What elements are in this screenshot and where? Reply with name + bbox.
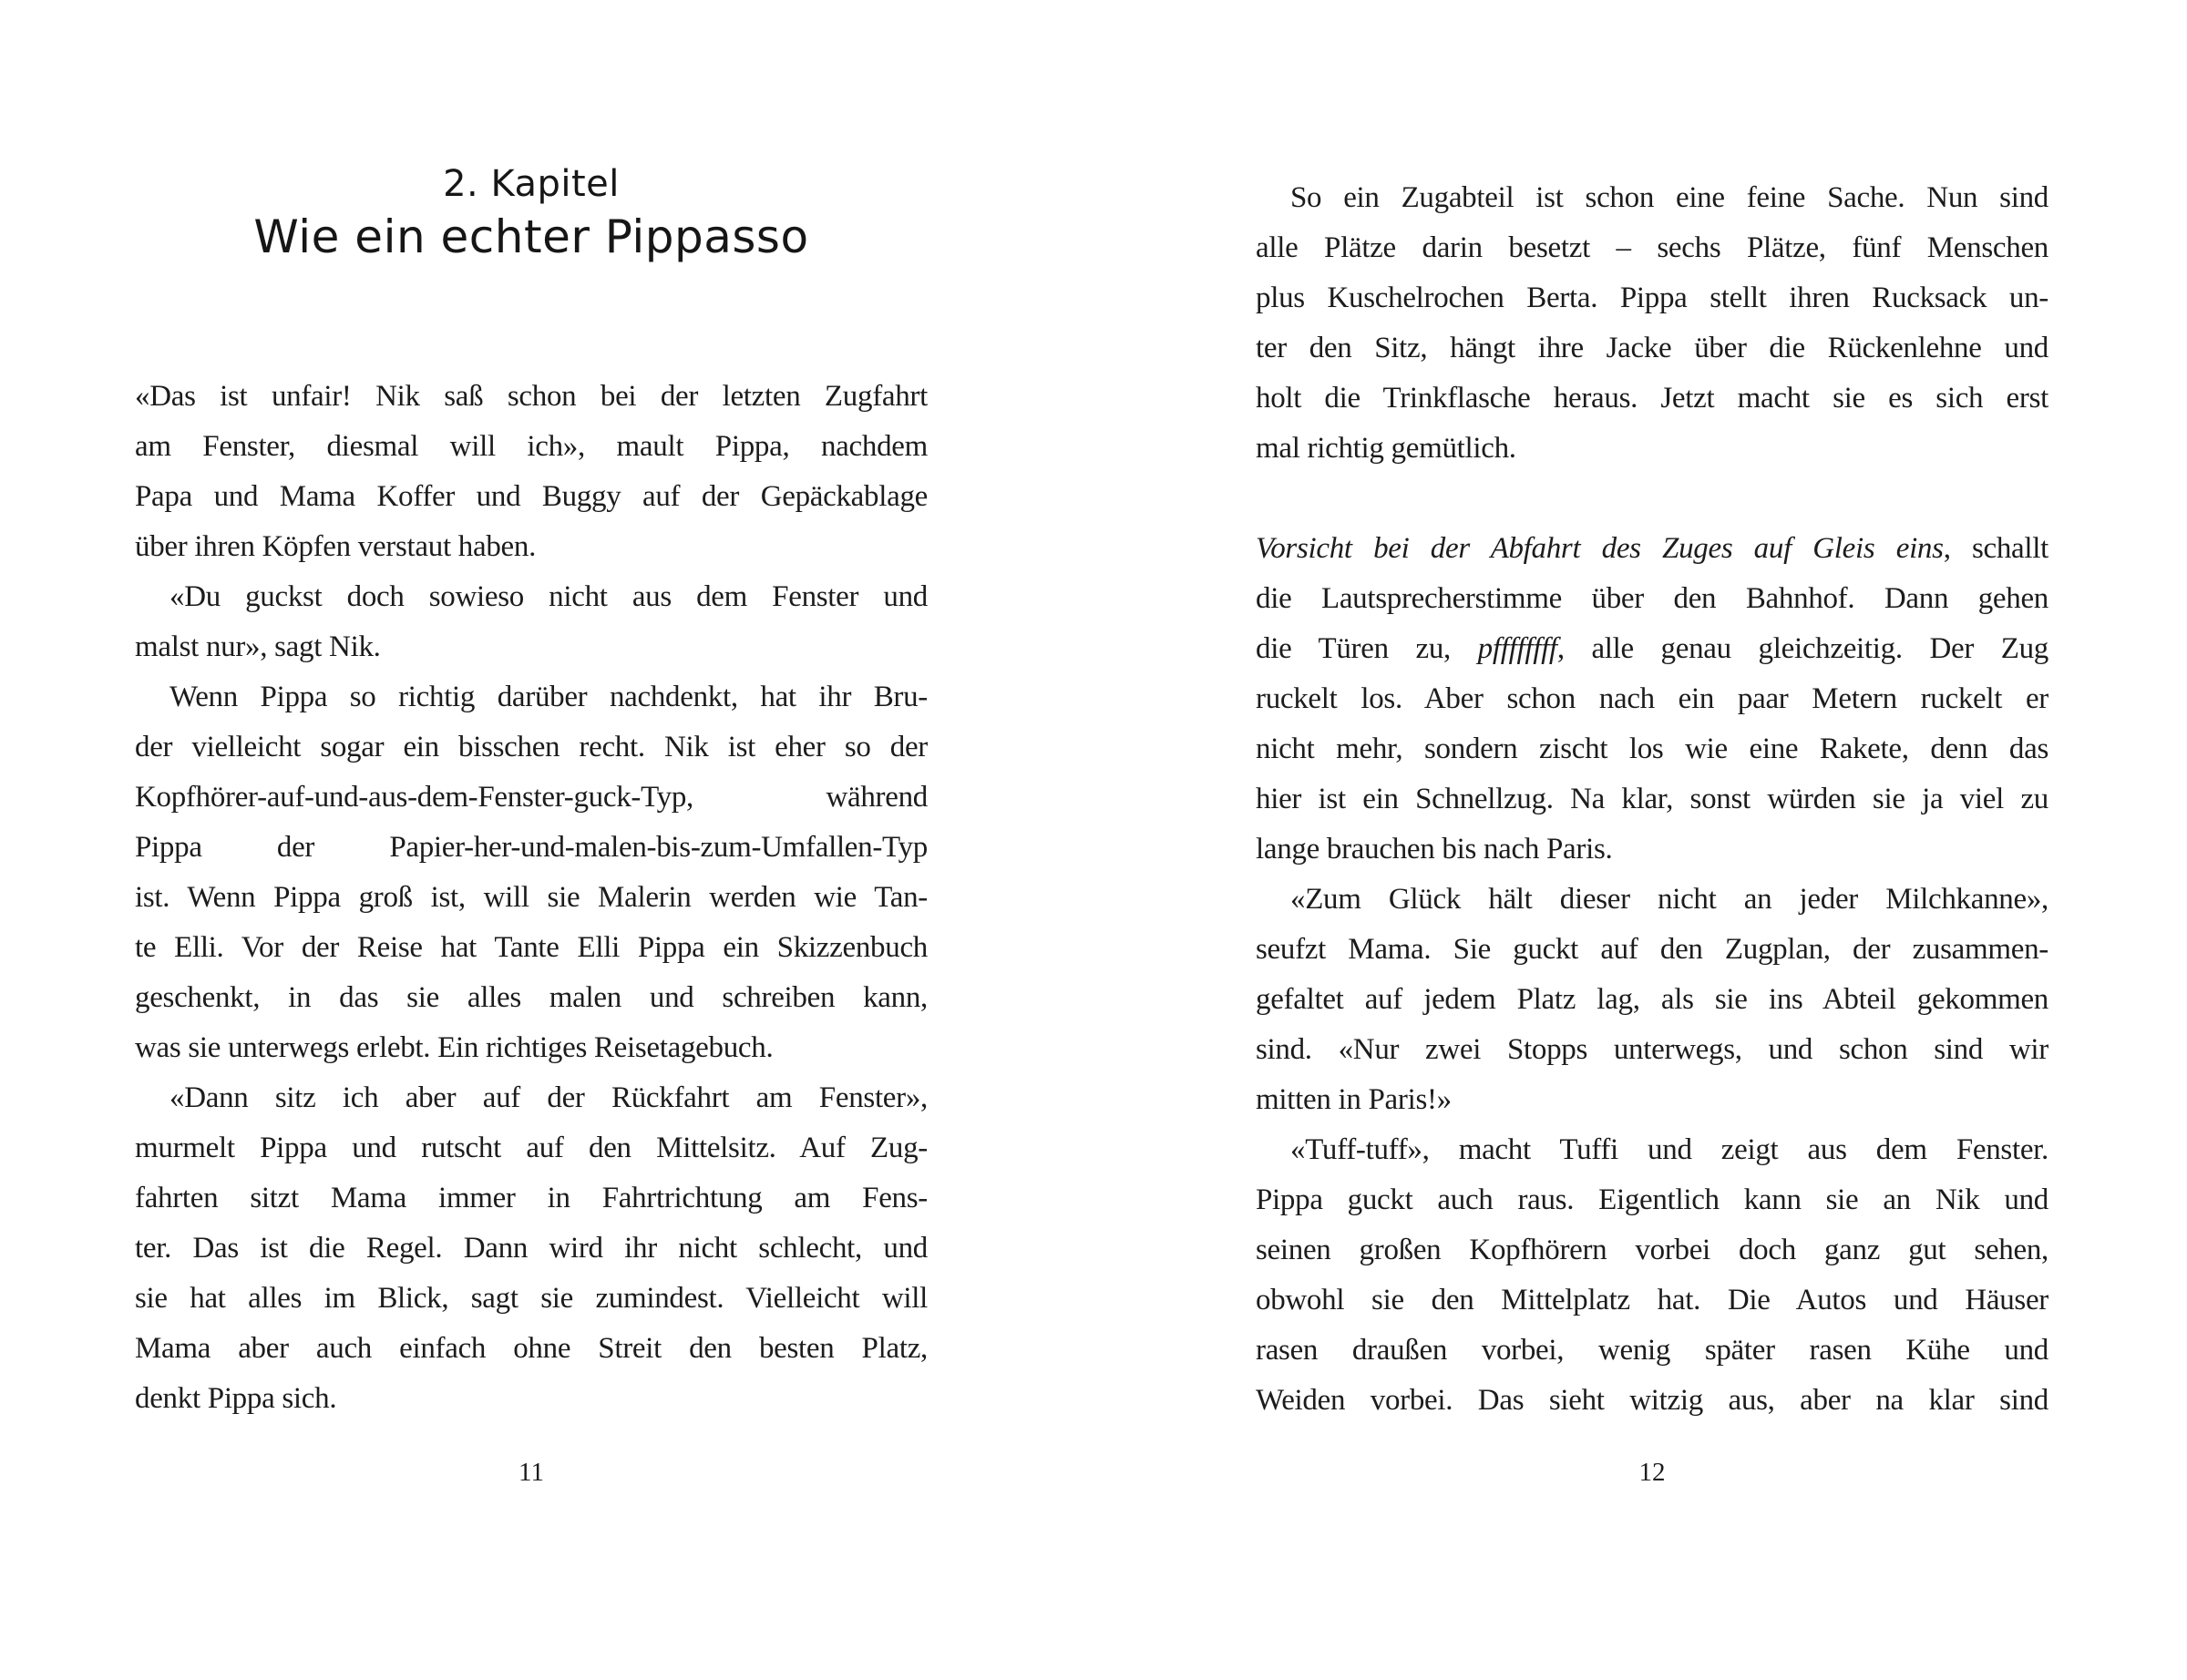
paragraph — [135, 572, 928, 672]
text-line — [1256, 724, 2048, 774]
text-line — [1256, 975, 2048, 1025]
text-line — [1256, 323, 2048, 374]
text-line — [1256, 574, 2048, 624]
text-line — [1256, 674, 2048, 724]
paragraph — [1256, 875, 2048, 1125]
paragraph — [1256, 1125, 2048, 1426]
regular-text: nicht mehr, sondern zischt los wie eine Rakete, denn das — [1256, 732, 2048, 765]
paragraph — [1256, 524, 2048, 875]
left-page-text — [135, 372, 928, 1424]
paragraph — [135, 372, 928, 572]
right-page-text — [1256, 173, 2048, 1426]
regular-text: Kopfhörer-auf-und-aus-dem-Fenster-guck-Typ, während — [135, 781, 928, 814]
text-line — [1256, 1326, 2048, 1376]
page-number-right: 12 — [1638, 1458, 1666, 1487]
text-line — [135, 572, 928, 622]
regular-text: seufzt Mama. Sie guckt auf den Zugplan, der zusammen- — [1256, 933, 2048, 966]
chapter-title: Wie ein echter Pippasso — [253, 210, 809, 263]
regular-text: ter den Sitz, hängt ihre Jacke über die Rückenlehne und — [1256, 332, 2048, 364]
regular-text: sind. «Nur zwei Stopps unterwegs, und schon sind wir — [1256, 1033, 2048, 1066]
regular-text: murmelt Pippa und rutscht auf den Mittelsitz. Auf Zug- — [135, 1132, 928, 1164]
regular-text: «Tuff-tuff», macht Tuffi und zeigt aus dem Fenster. — [1290, 1133, 2048, 1166]
left-page — [135, 0, 928, 1680]
text-line — [1256, 1075, 2048, 1125]
regular-text: holt die Trinkflasche heraus. Jetzt macht sie es sich erst — [1256, 382, 2048, 415]
paragraph — [135, 1073, 928, 1424]
chapter-label: 2. Kapitel — [443, 163, 620, 205]
text-line — [1256, 1025, 2048, 1075]
regular-text: mal richtig gemütlich. — [1256, 432, 1516, 465]
text-line — [1256, 173, 2048, 223]
regular-text: Mama aber auch einfach ohne Streit den besten Platz, — [135, 1332, 928, 1365]
regular-text: die Türen zu, — [1256, 632, 1478, 665]
regular-text: obwohl sie den Mittelplatz hat. Die Autos und Häuser — [1256, 1284, 2048, 1316]
text-line — [135, 672, 928, 722]
right-page — [1256, 0, 2048, 1680]
italic-text: Vorsicht bei der Abfahrt des Zuges auf Gleis eins — [1256, 532, 1944, 565]
paragraph — [1256, 173, 2048, 474]
text-line — [135, 422, 928, 472]
regular-text: denkt Pippa sich. — [135, 1382, 337, 1415]
italic-text: pffffffff — [1477, 632, 1557, 665]
regular-text: malst nur», sagt Nik. — [135, 630, 381, 663]
regular-text: geschenkt, in das sie alles malen und schreiben kann, — [135, 981, 928, 1014]
text-line — [135, 1374, 928, 1424]
regular-text: Pippa guckt auch raus. Eigentlich kann sie an Nik und — [1256, 1183, 2048, 1216]
text-line — [1256, 624, 2048, 674]
regular-text: So ein Zugabteil ist schon eine feine Sache. Nun sind — [1290, 181, 2048, 214]
text-line — [135, 773, 928, 823]
text-line — [1256, 1275, 2048, 1326]
text-line — [1256, 875, 2048, 925]
regular-text: was sie unterwegs erlebt. Ein richtiges Reisetagebuch. — [135, 1031, 774, 1064]
regular-text: Weiden vorbei. Das sieht witzig aus, aber na klar sind — [1256, 1384, 2048, 1417]
text-line — [135, 1023, 928, 1073]
text-line — [1256, 223, 2048, 273]
text-line — [135, 472, 928, 522]
regular-text: te Elli. Vor der Reise hat Tante Elli Pippa ein Skizzenbuch — [135, 931, 928, 964]
text-line — [135, 873, 928, 923]
text-line — [1256, 1125, 2048, 1175]
text-line — [1256, 774, 2048, 825]
regular-text: über ihren Köpfen verstaut haben. — [135, 530, 537, 563]
text-line — [135, 823, 928, 873]
text-line — [135, 923, 928, 973]
regular-text: «Das ist unfair! Nik saß schon bei der letzten Zugfahrt — [135, 380, 928, 413]
regular-text: «Zum Glück hält dieser nicht an jeder Milchkanne», — [1290, 883, 2048, 916]
text-line — [1256, 273, 2048, 323]
text-line — [1256, 1175, 2048, 1225]
regular-text: , alle genau gleichzeitig. Der Zug — [1556, 632, 2048, 665]
text-line — [1256, 424, 2048, 474]
text-line — [135, 1274, 928, 1324]
text-line — [135, 1224, 928, 1274]
regular-text: ter. Das ist die Regel. Dann wird ihr nicht schlecht, und — [135, 1232, 928, 1265]
text-line — [1256, 1376, 2048, 1426]
text-line — [1256, 374, 2048, 424]
regular-text: hier ist ein Schnellzug. Na klar, sonst würden sie ja viel zu — [1256, 783, 2048, 815]
text-line — [135, 973, 928, 1023]
regular-text: ist. Wenn Pippa groß ist, will sie Malerin werden wie Tan- — [135, 881, 928, 914]
text-line — [1256, 1225, 2048, 1275]
regular-text: die Lautsprecherstimme über den Bahnhof. Dann gehen — [1256, 582, 2048, 615]
text-line — [1256, 524, 2048, 574]
regular-text: plus Kuschelrochen Berta. Pippa stellt ihren Rucksack un- — [1256, 282, 2048, 314]
regular-text: mitten in Paris!» — [1256, 1083, 1452, 1116]
regular-text: am Fenster, diesmal will ich», mault Pippa, nachdem — [135, 430, 928, 463]
text-line — [135, 622, 928, 672]
regular-text: lange brauchen bis nach Paris. — [1256, 833, 1613, 866]
regular-text: «Dann sitz ich aber auf der Rückfahrt am Fenster», — [169, 1081, 928, 1114]
regular-text: Pippa der Papier-her-und-malen-bis-zum-Umfallen-Typ — [135, 831, 928, 864]
text-line — [135, 722, 928, 773]
regular-text: sie hat alles im Blick, sagt sie zumindest. Vielleicht will — [135, 1282, 928, 1315]
text-line — [135, 1073, 928, 1123]
paragraph — [135, 672, 928, 1073]
regular-text: rasen draußen vorbei, wenig später rasen Kühe und — [1256, 1334, 2048, 1367]
regular-text: «Du guckst doch sowieso nicht aus dem Fenster und — [169, 580, 928, 613]
text-line — [135, 372, 928, 422]
text-line — [1256, 925, 2048, 975]
regular-text: , schallt — [1943, 532, 2048, 565]
regular-text: seinen großen Kopfhörern vorbei doch ganz gut sehen, — [1256, 1234, 2048, 1266]
regular-text: alle Plätze darin besetzt – sechs Plätze, fünf Menschen — [1256, 231, 2048, 264]
regular-text: der vielleicht sogar ein bisschen recht. Nik ist eher so der — [135, 731, 928, 763]
regular-text: Papa und Mama Koffer und Buggy auf der Gepäckablage — [135, 480, 928, 513]
regular-text: gefaltet auf jedem Platz lag, als sie ins Abteil gekommen — [1256, 983, 2048, 1016]
text-line — [135, 522, 928, 572]
regular-text: fahrten sitzt Mama immer in Fahrtrichtung am Fens- — [135, 1182, 928, 1214]
regular-text: Wenn Pippa so richtig darüber nachdenkt, hat ihr Bru- — [169, 681, 928, 713]
text-line — [135, 1173, 928, 1224]
regular-text: ruckelt los. Aber schon nach ein paar Metern ruckelt er — [1256, 682, 2048, 715]
text-line — [135, 1123, 928, 1173]
text-line — [135, 1324, 928, 1374]
page-number-left: 11 — [519, 1458, 544, 1487]
text-line — [1256, 825, 2048, 875]
